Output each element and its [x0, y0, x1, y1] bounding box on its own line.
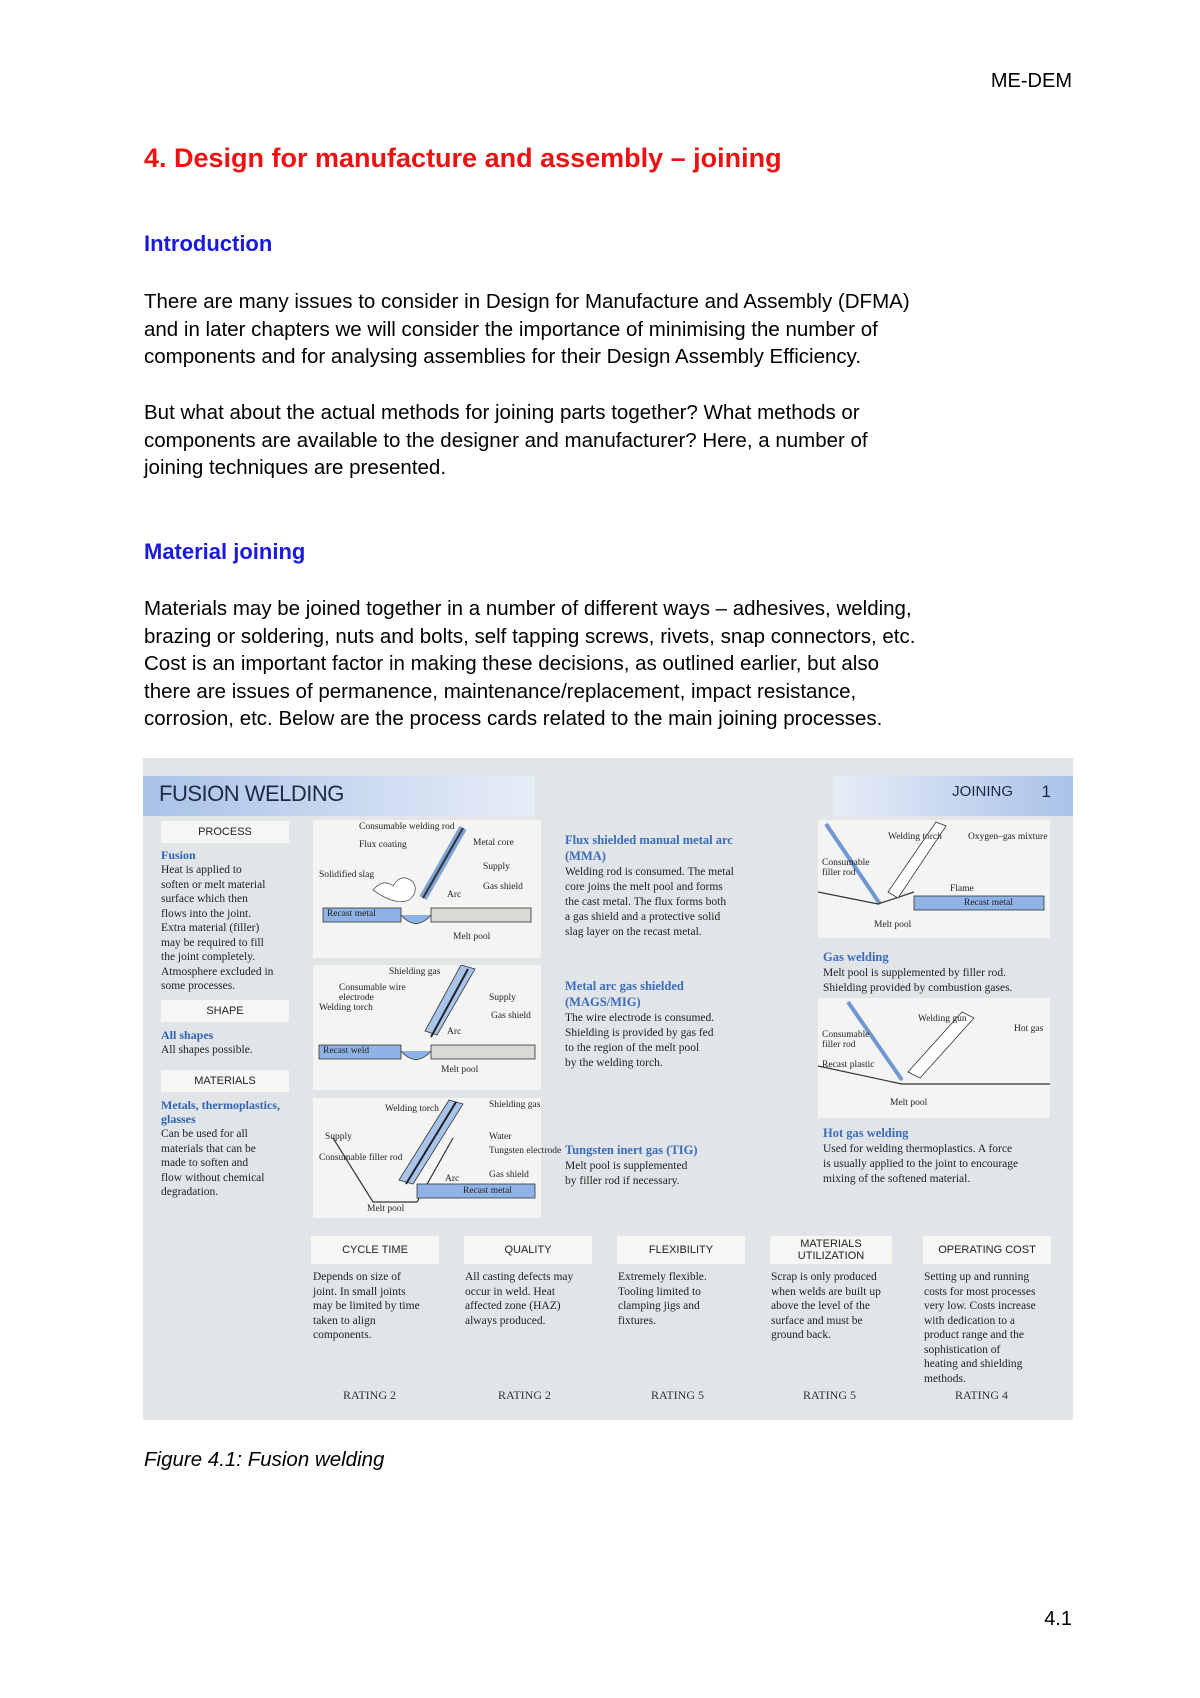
diagram-label: Consumable welding rod	[359, 822, 455, 832]
diagram-label: Melt pool	[367, 1204, 405, 1214]
plate-right	[431, 908, 531, 922]
document-code: ME-DEM	[990, 70, 1072, 92]
text-line: there are issues of permanence, maintenance/replacement, impact resistance,	[144, 679, 857, 703]
text-line: costs for most processes	[924, 1285, 1036, 1298]
text-line: Welding rod is consumed. The metal	[565, 866, 734, 878]
text-line: flow without chemical	[161, 1171, 265, 1184]
text-line: components and for analysing assemblies for their Design Assembly Efficiency.	[144, 345, 862, 368]
criterion-text-quality	[465, 1270, 607, 1328]
text-line: surface which then	[161, 893, 248, 905]
card-number: 1	[1041, 782, 1051, 801]
diagram-label: Welding gun	[918, 1014, 967, 1024]
text-line: some processes.	[161, 980, 236, 992]
process-label: PROCESS	[161, 821, 289, 843]
diagram-label: Melt pool	[441, 1065, 479, 1075]
text-line: core joins the melt pool and forms	[565, 881, 723, 893]
tungsten-electrode	[406, 1102, 456, 1184]
diagram-label: Melt pool	[453, 932, 491, 942]
diagram-label: Consumable wire electrode	[339, 983, 406, 1003]
text-line: affected zone (HAZ)	[465, 1300, 561, 1312]
text-line: Extra material (filler)	[161, 922, 260, 934]
text-line: clamping jigs and	[618, 1300, 700, 1312]
method-description-gas-welding	[823, 966, 1012, 996]
text-line: the joint completely.	[161, 951, 256, 963]
text-line: by the welding torch.	[565, 1057, 663, 1069]
rating-flexibility: RATING 5	[651, 1388, 704, 1402]
method-description-mma	[565, 865, 734, 940]
diagram-label: Melt pool	[874, 920, 912, 930]
text-line: methods.	[924, 1372, 966, 1385]
method-heading-hot-gas-welding: Hot gas welding	[823, 1126, 909, 1140]
fusion-welding-process-card	[143, 758, 1073, 1420]
diagram-label: Flux coating	[359, 840, 407, 850]
diagram-label: Supply	[489, 993, 516, 1003]
text-line: Scrap is only produced	[771, 1271, 877, 1283]
diagram-label: Metal core	[473, 838, 514, 848]
text-line: above the level of the	[771, 1300, 870, 1312]
text-line: taken to align	[313, 1314, 376, 1327]
card-category: JOINING	[952, 783, 1013, 800]
text-line: Used for welding thermoplastics. A force	[823, 1143, 1013, 1155]
diagram-label: Flame	[950, 884, 974, 894]
method-heading-gas-welding: Gas welding	[823, 950, 889, 964]
text-line: Melt pool is supplemented	[565, 1160, 688, 1172]
method-heading-mig	[565, 978, 684, 1010]
text-line: joining techniques are presented.	[144, 456, 447, 479]
text-line: degradation.	[161, 1186, 219, 1198]
text-line: corrosion, etc. Below are the process cards related to the main joining processes.	[144, 707, 883, 730]
mig-diagram	[313, 965, 541, 1090]
text-line: fixtures.	[618, 1314, 657, 1327]
shape-heading: All shapes	[161, 1028, 214, 1042]
diagram-label: Consumable filler rod	[822, 1030, 870, 1050]
criterion-text-flexibility	[618, 1270, 760, 1328]
diagram-label: Solidified slag	[319, 870, 375, 880]
criterion-label-operating-cost: OPERATING COST	[923, 1236, 1051, 1264]
text-line: The wire electrode is consumed.	[565, 1012, 715, 1024]
diagram-label: Arc	[445, 1174, 460, 1184]
text-line: There are many issues to consider in Design for Manufacture and Assembly (DFMA)	[144, 290, 910, 313]
diagram-label: Melt pool	[890, 1098, 928, 1108]
diagram-label: Consumable filler rod	[822, 858, 870, 878]
diagram-label: Consumable filler rod	[319, 1153, 403, 1163]
method-heading-tig: Tungsten inert gas (TIG)	[565, 1143, 698, 1157]
text-line: All casting defects may	[465, 1271, 574, 1283]
material-joining-paragraph	[144, 595, 1084, 733]
gas-cloud	[373, 878, 415, 902]
text-line: But what about the actual methods for joining parts together? What methods or	[144, 401, 860, 424]
text-line: Shielding is provided by gas fed	[565, 1027, 714, 1039]
text-line: Heat is applied to	[161, 864, 242, 876]
diagram-label: Welding torch	[385, 1104, 439, 1114]
materials-label: MATERIALS	[161, 1070, 289, 1092]
shape-label: SHAPE	[161, 1000, 289, 1022]
gas-welding-diagram	[818, 820, 1050, 938]
diagram-label: Gas shield	[483, 882, 523, 892]
process-heading: Fusion	[161, 848, 196, 862]
diagram-label: Recast metal	[964, 898, 1013, 908]
text-line: a gas shield and a protective solid	[565, 911, 721, 923]
card-title: FUSION WELDING	[159, 781, 344, 806]
text-line: is usually applied to the joint to encourage	[823, 1158, 1019, 1170]
tig-diagram	[313, 1098, 562, 1218]
rod-core	[423, 828, 463, 898]
section-heading-introduction: Introduction	[144, 231, 273, 256]
method-description-hot-gas-welding	[823, 1142, 1018, 1187]
text-line: Can be used for all	[161, 1128, 248, 1140]
diagram-label: Gas shield	[491, 1011, 531, 1021]
text-line: soften or melt material	[161, 878, 266, 891]
text-line: mixing of the softened material.	[823, 1173, 971, 1185]
text-line: Depends on size of	[313, 1271, 401, 1283]
text-line: materials that can be	[161, 1142, 256, 1155]
diagram-label: Arc	[447, 1027, 462, 1037]
text-line: sophistication of	[924, 1343, 1001, 1356]
criterion-text-materials-utilization	[771, 1270, 913, 1343]
text-line: when welds are built up	[771, 1285, 881, 1298]
text-line: Materials may be joined together in a number of different ways – adhesives, welding,	[144, 597, 912, 620]
text-line: heating and shielding	[924, 1358, 1023, 1370]
text-line: made to soften and	[161, 1157, 249, 1169]
text-line: very low. Costs increase	[924, 1300, 1036, 1312]
rating-operating-cost: RATING 4	[955, 1388, 1008, 1402]
page-number: 4.1	[1044, 1608, 1072, 1630]
process-description	[161, 863, 296, 994]
diagram-label: Recast metal	[463, 1186, 512, 1196]
text-line: by filler rod if necessary.	[565, 1175, 680, 1187]
melt-pool-shape	[401, 1051, 431, 1060]
hot-gas-welding-diagram	[818, 998, 1050, 1118]
text-line: Flux shielded manual metal arc	[565, 833, 733, 847]
text-line: Setting up and running	[924, 1271, 1030, 1283]
method-description-mig	[565, 1011, 714, 1071]
text-line: may be required to fill	[161, 936, 264, 949]
intro-paragraph-1	[144, 288, 1084, 371]
text-line: to the region of the melt pool	[565, 1042, 700, 1054]
intro-paragraph-2	[144, 399, 1084, 482]
text-line: and in later chapters we will consider the importance of minimising the number of	[144, 317, 878, 341]
method-heading-mma	[565, 832, 733, 864]
diagram-label: Hot gas	[1014, 1024, 1044, 1034]
text-line: Tooling limited to	[618, 1285, 701, 1298]
text-line: glasses	[161, 1112, 196, 1126]
text-line: (MMA)	[565, 849, 606, 863]
section-heading-material-joining: Material joining	[144, 539, 306, 564]
text-line: may be limited by time	[313, 1300, 420, 1312]
text-line: always produced.	[465, 1314, 546, 1327]
text-line: Melt pool is supplemented by filler rod.	[823, 967, 1007, 979]
diagram-label: Water	[489, 1132, 512, 1142]
rating-quality: RATING 2	[498, 1388, 551, 1402]
chapter-title: 4. Design for manufacture and assembly – joining	[144, 143, 782, 173]
text-line: brazing or soldering, nuts and bolts, self tapping screws, rivets, snap connectors, etc.	[144, 624, 916, 648]
plate-right	[431, 1045, 535, 1059]
text-line: components are available to the designer and manufacturer? Here, a number of	[144, 428, 868, 452]
text-line: the cast metal. The flux forms both	[565, 896, 727, 908]
criterion-label-materials-utilization: MATERIALS UTILIZATION	[770, 1236, 892, 1264]
text-line: with dedication to a	[924, 1314, 1016, 1327]
criterion-label-flexibility: FLEXIBILITY	[617, 1236, 745, 1264]
figure-caption: Figure 4.1: Fusion welding	[144, 1448, 385, 1471]
mma-diagram	[313, 820, 541, 958]
text-line: flows into the joint.	[161, 907, 252, 920]
diagram-label: Shielding gas	[489, 1100, 541, 1110]
text-line: surface and must be	[771, 1314, 863, 1327]
text-line: (MAGS/MIG)	[565, 995, 641, 1009]
text-line: components.	[313, 1329, 372, 1341]
text-line: ground back.	[771, 1329, 832, 1341]
diagram-label: Recast weld	[323, 1046, 370, 1056]
materials-description	[161, 1127, 296, 1200]
text-line: Extremely flexible.	[618, 1271, 707, 1283]
diagram-label: Recast metal	[327, 909, 376, 919]
text-line: All shapes possible.	[161, 1044, 253, 1056]
method-description-tig	[565, 1159, 687, 1189]
text-line: Atmosphere excluded in	[161, 965, 274, 978]
criterion-label-quality: QUALITY	[464, 1236, 592, 1264]
diagram-label: Gas shield	[489, 1170, 529, 1180]
text-line: Cost is an important factor in making these decisions, as outlined earlier, but also	[144, 652, 879, 675]
rating-materials-utilization: RATING 5	[803, 1388, 856, 1402]
criterion-text-operating-cost	[924, 1270, 1066, 1386]
diagram-label: Recast plastic	[822, 1060, 875, 1070]
diagram-label: Supply	[483, 862, 510, 872]
criterion-label-cycle-time: CYCLE TIME	[311, 1236, 439, 1264]
diagram-label: Welding torch	[319, 1003, 373, 1013]
text-line: product range and the	[924, 1329, 1024, 1341]
melt-pool-shape	[401, 915, 431, 924]
rating-cycle-time: RATING 2	[343, 1388, 396, 1402]
diagram-label: Shielding gas	[389, 967, 441, 977]
diagram-label: Tungsten electrode	[489, 1146, 562, 1156]
diagram-label: Supply	[325, 1132, 352, 1142]
diagram-label: Welding torch	[888, 832, 942, 842]
text-line: joint. In small joints	[313, 1285, 406, 1298]
text-line: Metals, thermoplastics,	[161, 1098, 280, 1112]
criterion-text-cycle-time	[313, 1270, 455, 1343]
text-line: Metal arc gas shielded	[565, 979, 684, 993]
shape-description	[161, 1043, 296, 1058]
text-line: Shielding provided by combustion gases.	[823, 982, 1013, 994]
materials-heading	[161, 1098, 280, 1126]
text-line: slag layer on the recast metal.	[565, 926, 702, 938]
text-line: occur in weld. Heat	[465, 1285, 556, 1298]
diagram-label: Arc	[447, 890, 462, 900]
diagram-label: Oxygen–gas mixture	[968, 832, 1048, 842]
